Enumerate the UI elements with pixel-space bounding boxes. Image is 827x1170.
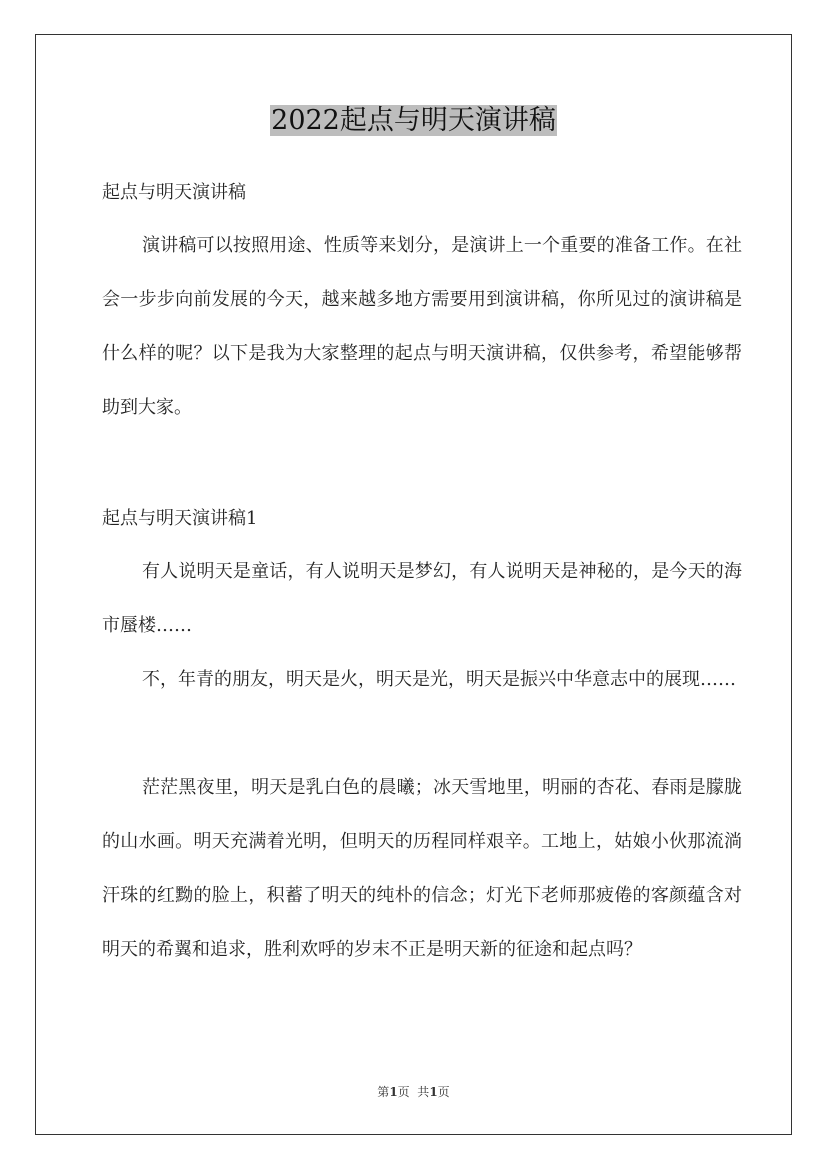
document-title-wrapper bbox=[0, 102, 827, 140]
footer-page-total: 1 bbox=[429, 1085, 438, 1099]
intro-paragraph: 演讲稿可以按照用途、性质等来划分，是演讲上一个重要的准备工作。在社会一步步向前发展的今天，越来越多地方需要用到演讲稿，你所见过的演讲稿是什么样的呢？以下是我为大家整理的起点与明天演讲稿，仅供参考，希望能够帮助到大家。 bbox=[102, 235, 742, 418]
document-subtitle: 起点与明天演讲稿 bbox=[102, 182, 246, 203]
footer-page-mid: 页 共 bbox=[397, 1085, 430, 1099]
page-footer bbox=[0, 1083, 827, 1100]
section-heading: 起点与明天演讲稿1 bbox=[102, 508, 258, 529]
body-paragraph-1: 有人说明天是童话，有人说明天是梦幻，有人说明天是神秘的，是今天的海市蜃楼…… bbox=[102, 561, 742, 636]
body-paragraph-2: 不，年青的朋友，明天是火，明天是光，明天是振兴中华意志中的展现…… bbox=[142, 669, 736, 690]
document-title: 2022起点与明天演讲稿 bbox=[271, 105, 556, 136]
footer-page-suffix: 页 bbox=[437, 1085, 450, 1099]
footer-page-current: 1 bbox=[389, 1085, 398, 1099]
body-paragraph-3: 茫茫黑夜里，明天是乳白色的晨曦；冰天雪地里，明丽的杏花、春雨是朦胧的山水画。明天充满着光明，但明天的历程同样艰辛。工地上，姑娘小伙那流淌汗珠的红黝的脸上，积蓄了明天的纯朴的信念；灯光下老师那疲倦的客颜蕴含对明天的希翼和追求，胜利欢呼的岁末不正是明天新的征途和起点吗？ bbox=[102, 777, 742, 960]
footer-page-prefix: 第 bbox=[377, 1085, 390, 1099]
